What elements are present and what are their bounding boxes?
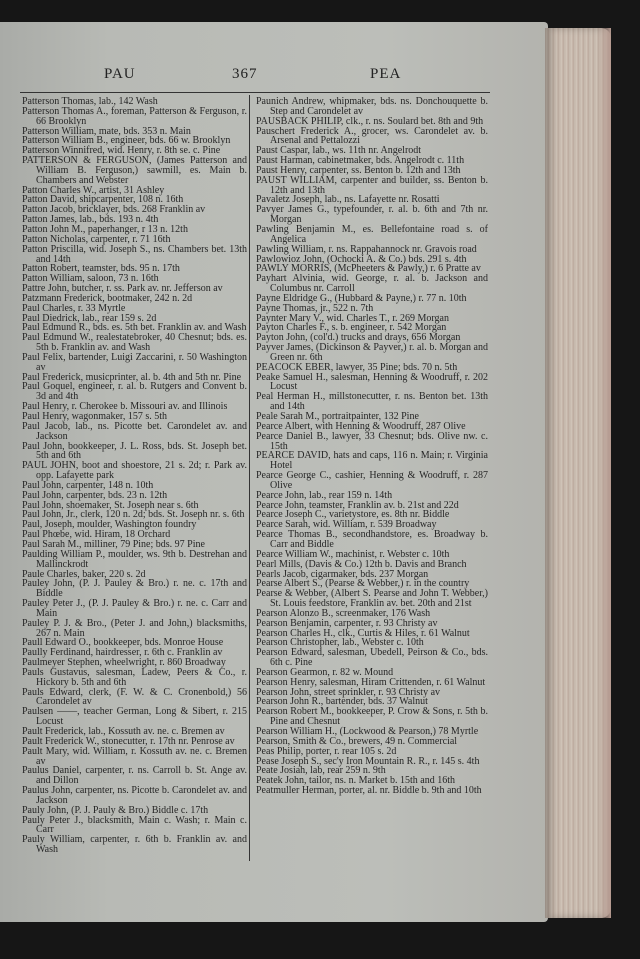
directory-entry: Paynter Mary V., wid. Charles T., r. 269 Morgan bbox=[256, 312, 449, 324]
directory-entry: Pearce John, lab., rear 159 n. 14th bbox=[256, 489, 393, 501]
directory-entry: Patterson Winnifred, wid. Henry, r. 8th se. c. Pine bbox=[22, 145, 221, 157]
directory-entry: Pearce Albert, with Henning & Woodruff, 287 Olive bbox=[256, 420, 466, 432]
directory-entry: Paul Frederick, musicprinter, al. b. 4th and 5th nr. Pine bbox=[22, 371, 242, 383]
directory-entry: Patton David, shipcarpenter, 108 n. 16th bbox=[22, 194, 184, 206]
directory-entry: Patterson William, mate, bds. 353 n. Main bbox=[22, 125, 191, 137]
directory-entry: Pearce William W., machinist, r. Webster c. 10th bbox=[256, 548, 450, 560]
directory-entry: PAUST WILLIAM, carpenter and builder, ss. Benton b. 12th and 13th bbox=[256, 174, 488, 196]
directory-entry: Payne Eldridge G., (Hubbard & Payne,) r. 77 n. 10th bbox=[256, 292, 467, 304]
directory-entry: Patton Priscilla, wid. Joseph S., ns. Chambers bet. 13th and 14th bbox=[22, 243, 247, 265]
directory-entry: Payver James, (Dickinson & Payver,) r. al. b. Morgan and Green nr. 6th bbox=[256, 342, 488, 363]
directory-entry: Pearl Mills, (Davis & Co.) 12th b. Davis and Branch bbox=[256, 558, 467, 570]
directory-entry: Pearse Albert S., (Pearse & Webber,) r. in the country bbox=[256, 578, 470, 590]
directory-entry: Pavyer James G., typefounder, r. al. b. 6th and 7th nr. Morgan bbox=[256, 204, 488, 226]
directory-entry: Paul Charles, r. 33 Myrtle bbox=[22, 302, 126, 314]
directory-entry: Pearson Christopher, lab., Webster c. 10th bbox=[256, 637, 424, 649]
right-guide-word: PEA bbox=[370, 66, 402, 82]
directory-entry: Paul John, carpenter, bds. 23 n. 12th bbox=[22, 489, 168, 501]
directory-entry: Paul, Joseph, moulder, Washington foundry bbox=[22, 519, 197, 531]
directory-entry: Pearson Charles H., clk., Curtis & Hiles, r. 61 Walnut bbox=[256, 627, 470, 639]
directory-entry: Pawling Benjamin M., es. Bellefontaine road s. of Angelica bbox=[256, 223, 488, 245]
directory-entry: Pearce George C., cashier, Henning & Woodruff, r. 287 Olive bbox=[256, 470, 488, 491]
directory-entry: Paul Goquel, engineer, r. al. b. Rutgers and Convent b. 3d and 4th bbox=[22, 381, 247, 403]
directory-entry: Paust Caspar, lab., ws. 11th nr. Angelrodt bbox=[256, 145, 422, 157]
directory-entry: Patton Nicholas, carpenter, r. 71 16th bbox=[22, 233, 171, 245]
directory-entry: Pearson William H., (Lockwood & Pearson,) 78 Myrtle bbox=[256, 726, 479, 737]
directory-entry: Pauly Peter J., blacksmith, Main c. Wash; r. Main c. Carr bbox=[22, 814, 247, 836]
directory-entry: Patton Jacob, bricklayer, bds. 268 Franklin av bbox=[22, 204, 206, 216]
directory-entry: Pearson, Smith & Co., brewers, 49 n. Commercial bbox=[256, 735, 458, 747]
directory-entry: Pearson Edward, salesman, Ubedell, Peirson & Co., bds. 6th c. Pine bbox=[256, 647, 488, 669]
directory-entry: Pauley John, (P. J. Pauley & Bro.) r. ne. c. 17th and Biddle bbox=[22, 578, 247, 600]
directory-entry: Paull Edward O., bookkeeper, bds. Monroe House bbox=[22, 637, 224, 649]
directory-entry: Paul Henry, wagonmaker, 157 s. 5th bbox=[22, 411, 168, 422]
directory-entry: PAUSBACK PHILIP, clk., r. ns. Soulard bet. 8th and 9th bbox=[256, 115, 484, 127]
left-column bbox=[22, 97, 247, 855]
directory-entry: Patton William, saloon, 73 n. 16th bbox=[22, 273, 159, 285]
directory-entry: Peas Philip, porter, r. rear 105 s. 2d bbox=[256, 745, 397, 757]
directory-entry: Pearce Daniel B., lawyer, 33 Chesnut; bds. Olive nw. c. 15th bbox=[256, 430, 488, 452]
directory-entry: Payton Charles F., s. b. engineer, r. 542 Morgan bbox=[256, 322, 447, 334]
directory-entry: Paulsen ——, teacher German, Long & Sibert, r. 215 Locust bbox=[22, 706, 247, 728]
directory-entry: Peatmuller Herman, porter, al. nr. Biddle b. 9th and 10th bbox=[256, 785, 482, 797]
directory-entry: Pearson Alonzo B., screenmaker, 176 Wash bbox=[256, 607, 431, 619]
directory-entry: Pearson Robert M., bookkeeper, P. Crow & Sons, r. 5th b. Pine and Chesnut bbox=[256, 706, 488, 728]
directory-entry: Pawlowioz John, (Ochocki A. & Co.) bds. 291 s. 4th bbox=[256, 253, 467, 265]
directory-entry: Peale Sarah M., portraitpainter, 132 Pine bbox=[256, 411, 419, 422]
directory-entry: Patton James, lab., bds. 193 n. 4th bbox=[22, 214, 159, 226]
directory-entry: Patzmann Frederick, bootmaker, 242 n. 2d bbox=[22, 292, 193, 304]
directory-entry: Paulmeyer Stephen, wheelwright, r. 860 Broadway bbox=[22, 657, 226, 669]
directory-entry: Pauly John, (P. J. Pauly & Bro.) Biddle c. 17th bbox=[22, 804, 209, 816]
directory-entry: Pearson John, street sprinkler, r. 93 Christy av bbox=[256, 686, 441, 698]
directory-entry: PEACOCK EBER, lawyer, 35 Pine; bds. 70 n. 5th bbox=[256, 361, 458, 373]
directory-entry: Paul Phœbe, wid. Hiram, 18 Orchard bbox=[22, 529, 171, 541]
directory-entry: Pearce Thomas B., secondhandstore, es. Broadway b. Carr and Biddle bbox=[256, 529, 488, 550]
directory-entry: Paully Ferdinand, hairdresser, r. 6th c. Franklin av bbox=[22, 647, 223, 659]
directory-entry: PEARCE DAVID, hats and caps, 116 n. Main; r. Virginia Hotel bbox=[256, 450, 488, 472]
directory-entry: Pavaletz Joseph, lab., ns. Lafayette nr. Rosatti bbox=[256, 194, 440, 206]
directory-entry: PAUL JOHN, boot and shoestore, 21 s. 2d; r. Park av. opp. Lafayette park bbox=[22, 460, 247, 482]
directory-entry: Pearce Joseph C., varietystore, es. 8th nr. Biddle bbox=[256, 509, 450, 521]
directory-entry: Paul John, bookkeeper, J. L. Ross, bds. St. Joseph bet. 5th and 6th bbox=[22, 440, 247, 462]
right-column bbox=[256, 97, 488, 796]
directory-entry: Pault Mary, wid. William, r. Kossuth av. ne. c. Bremen av bbox=[22, 745, 247, 767]
directory-entry: Pawling William, r. ns. Rappahannock nr. Gravois road bbox=[256, 243, 477, 255]
directory-entry: Patton John M., paperhanger, r 13 n. 12th bbox=[22, 223, 188, 235]
directory-entry: PATTERSON & FERGUSON, (James Patterson and William B. Ferguson,) sawmill, es. Main b. Chambers and Webster bbox=[22, 155, 247, 186]
directory-entry: Payne Thomas, jr., 522 n. 7th bbox=[256, 302, 374, 314]
directory-entry: Paul Henry, r. Cherokee b. Missouri av. and Illinois bbox=[22, 401, 228, 413]
directory-entry: Patton Charles W., artist, 31 Ashley bbox=[22, 184, 165, 196]
directory-entry: Peal Herman H., millstonecutter, r. ns. Benton bet. 13th and 14th bbox=[256, 391, 488, 413]
directory-entry: Paul John, Jr., clerk, 120 n. 2d; bds. St. Joseph nr. s. 6th bbox=[22, 509, 245, 521]
directory-entry: Paul John, shoemaker, St. Joseph near s. 6th bbox=[22, 499, 199, 511]
directory-entry: Payton John, (col'd.) trucks and drays, 656 Morgan bbox=[256, 332, 461, 344]
directory-entry: Paulus John, carpenter, ns. Picotte b. Carondelet av. and Jackson bbox=[22, 785, 247, 806]
directory-entry: Paul Sarah M., milliner, 79 Pine; bds. 97 Pine bbox=[22, 538, 205, 550]
page-number: 367 bbox=[232, 66, 258, 82]
directory-entry: Pault Frederick W., stonecutter, r. 17th nr. Penrose av bbox=[22, 735, 235, 747]
directory-entry: Paul Diedrick, lab., rear 159 s. 2d bbox=[22, 312, 157, 324]
directory-entry: Pearce John, teamster, Franklin av. b. 21st and 22d bbox=[256, 499, 459, 511]
directory-entry: Paul Jacob, lab., ns. Picotte bet. Carondelet av. and Jackson bbox=[22, 420, 247, 442]
directory-entry: Paust Harman, cabinetmaker, bds. Angelrodt c. 11th bbox=[256, 155, 465, 167]
directory-entry: Pauley P. J. & Bro., (Peter J. and John,) blacksmiths, 267 n. Main bbox=[22, 617, 247, 639]
directory-entry: Paul Edmund W., realestatebroker, 40 Chesnut; bds. es. 5th b. Franklin av. and Wash bbox=[22, 332, 247, 354]
directory-entry: Paul Felix, bartender, Luigi Zaccarini, r. 50 Washington av bbox=[22, 351, 247, 373]
left-guide-word: PAU bbox=[104, 66, 136, 82]
directory-entry: Pearson John R., bartender, bds. 37 Walnut bbox=[256, 696, 428, 708]
directory-entry: Peake Samuel H., salesman, Henning & Woodruff, r. 202 Locust bbox=[256, 371, 488, 393]
directory-entry: Patterson Thomas A., foreman, Patterson & Ferguson, r. 66 Brooklyn bbox=[22, 105, 247, 127]
directory-entry: Paulding William P., moulder, ws. 9th b. Destrehan and Mallinckrodt bbox=[22, 548, 247, 570]
directory-entry: Pearce Sarah, wid. William, r. 539 Broadway bbox=[256, 519, 437, 531]
directory-entry: Paule Charles, baker, 220 s. 2d bbox=[22, 568, 146, 580]
directory-entry: Peatek John, tailor, ns. n. Market b. 15th and 16th bbox=[256, 775, 456, 787]
directory-entry: PAWLY MORRIS, (McPheeters & Pawly,) r. 6 Pratte av bbox=[256, 263, 481, 275]
directory-entry: Paunich Andrew, whipmaker, bds. ns. Donchouquette b. Step and Carondelet av bbox=[256, 96, 488, 117]
directory-entry: Paust Henry, carpenter, ss. Benton b. 12th and 13th bbox=[256, 164, 461, 176]
directory-entry: Pault Frederick, lab., Kossuth av. ne. c. Bremen av bbox=[22, 726, 225, 737]
directory-entry: Pearls Jacob, cigarmaker, bds. 237 Morgan bbox=[256, 568, 429, 580]
directory-entry: Paul John, carpenter, 148 n. 10th bbox=[22, 479, 154, 491]
directory-entry: Patton Robert, teamster, bds. 95 n. 17th bbox=[22, 263, 180, 275]
directory-entry: Pearson Henry, salesman, Hiram Crittenden, r. 61 Walnut bbox=[256, 676, 486, 688]
directory-entry: Pattre John, butcher, r. ss. Park av. nr. Jefferson av bbox=[22, 283, 223, 295]
header-rule bbox=[20, 92, 490, 93]
directory-entry: Pauley Peter J., (P. J. Pauley & Bro.) r. ne. c. Carr and Main bbox=[22, 598, 247, 619]
directory-entry: Pauls Edward, clerk, (F. W. & C. Cronenbold,) 56 Carondelet av bbox=[22, 686, 247, 708]
directory-entry: Payhart Alvinia, wid. George, r. al. b. Jackson and Columbus nr. Carroll bbox=[256, 273, 488, 295]
directory-entry: Pauschert Frederick A., grocer, ws. Carondelet av. b. Arsenal and Pettalozzi bbox=[256, 125, 488, 147]
page-edges bbox=[545, 28, 611, 918]
directory-entry: Patterson Thomas, lab., 142 Wash bbox=[22, 96, 158, 107]
column-divider bbox=[249, 95, 250, 861]
directory-entry: Pauls Gustavus, salesman, Ladew, Peers & Co., r. Hickory b. 5th and 6th bbox=[22, 666, 247, 688]
directory-entry: Pearson Gearmon, r. 82 w. Mound bbox=[256, 666, 394, 678]
directory-entry: Paul Edmund R., bds. es. 5th bet. Franklin av. and Wash bbox=[22, 322, 247, 334]
directory-entry: Pearson Benjamin, carpenter, r. 93 Christy av bbox=[256, 617, 438, 629]
directory-entry: Peate Josiah, lab, rear 259 n. 9th bbox=[256, 765, 386, 777]
directory-entry: Pauly William, carpenter, r. 6th b. Franklin av. and Wash bbox=[22, 834, 247, 856]
directory-entry: Paulus Daniel, carpenter, r. ns. Carroll b. St. Ange av. and Dillon bbox=[22, 765, 247, 787]
directory-entry: Patterson William B., engineer, bds. 66 w. Brooklyn bbox=[22, 135, 231, 147]
directory-entry: Pearse & Webber, (Albert S. Pearse and John T. Webber,) St. Louis feedstore, Franklin av. bet. 20th and 21st bbox=[256, 588, 488, 610]
directory-entry: Pease Joseph S., sec'y Iron Mountain R. R., r. 145 s. 4th bbox=[256, 755, 480, 767]
